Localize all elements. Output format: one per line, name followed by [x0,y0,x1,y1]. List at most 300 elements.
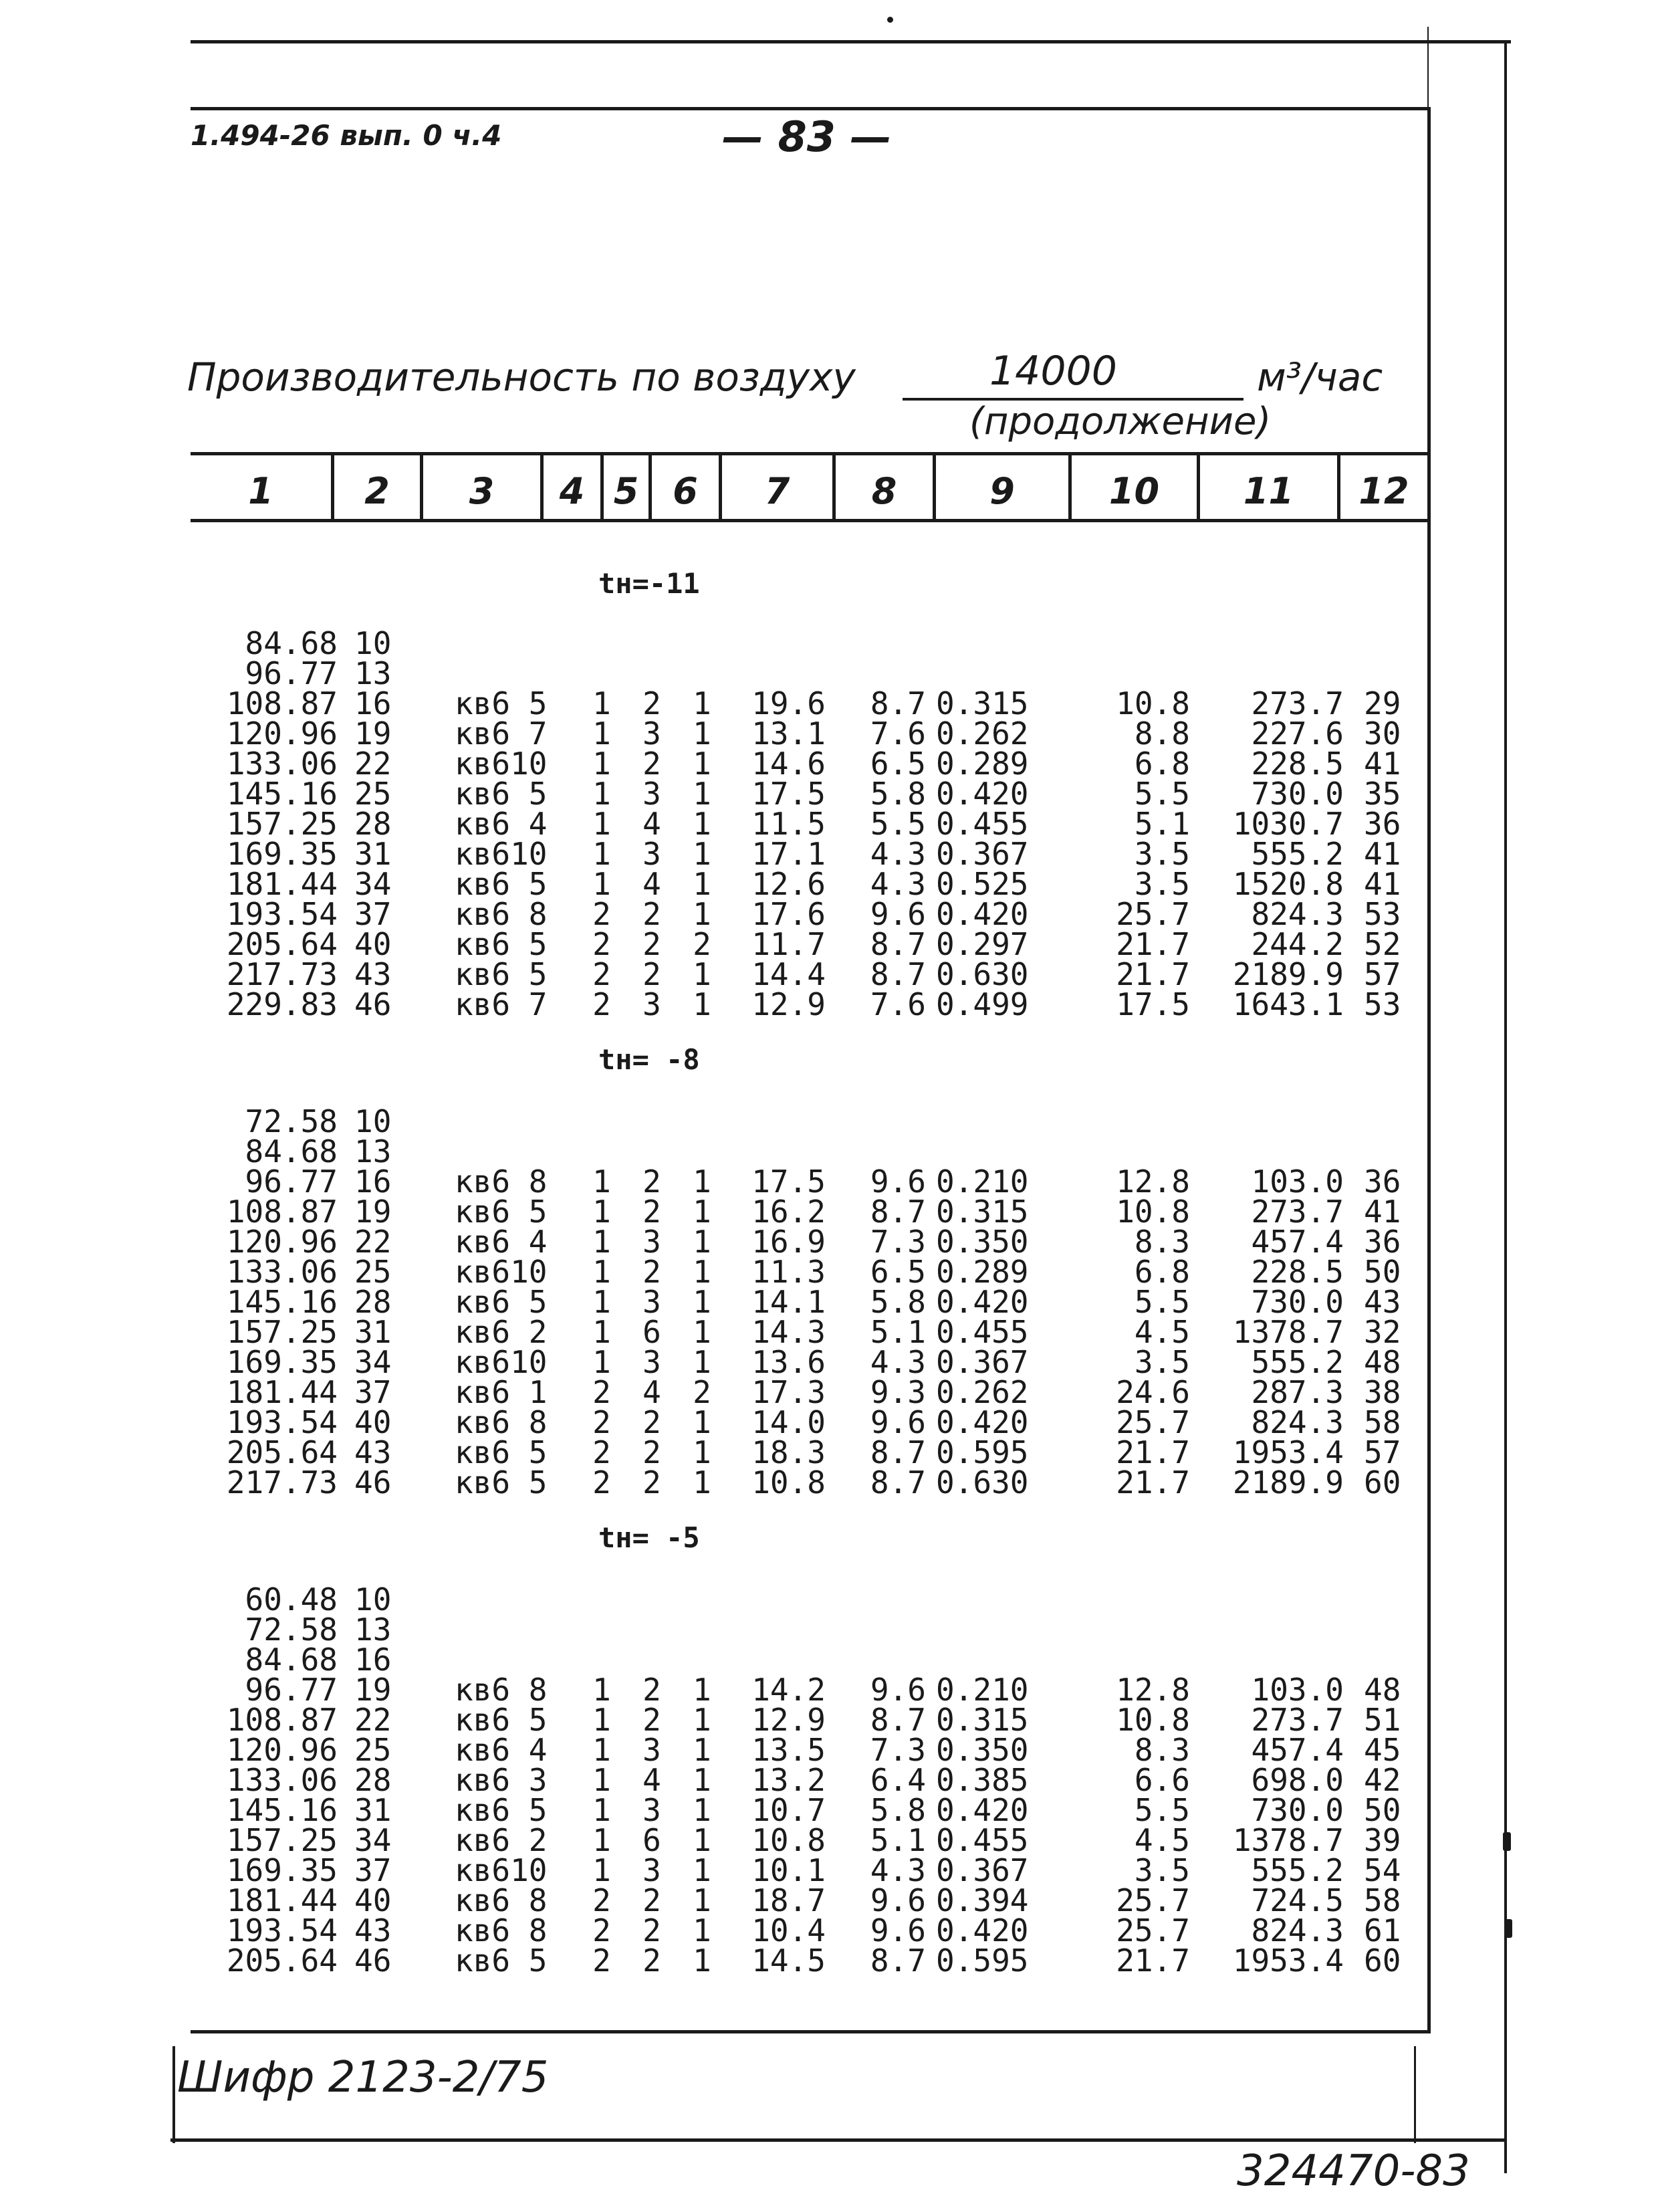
table-cell-col-1: 145.16 [226,1792,338,1828]
table-row [194,1254,1431,1290]
table-cell-col-12 [1344,629,1431,659]
table-cell-col-11: 1378.7 [1232,1822,1344,1858]
table-cell-col-9 [926,1645,1070,1675]
table-cell-col-3: кв6 5 [455,866,548,902]
table-cell-col-3 [448,629,578,659]
table-cell-col-12: 45 [1364,1732,1401,1768]
table-cell-col-5: 4 [642,866,661,902]
table-cell-col-8: 5.1 [870,1314,926,1350]
table-cell-col-10: 6.6 [1134,1762,1190,1798]
table-cell-col-12: 48 [1364,1672,1401,1708]
table-cell-col-3: кв6 4 [455,1732,548,1768]
table-cell-col-4: 1 [592,806,611,842]
table-cell-col-9: 0.289 [936,1254,1029,1290]
title-note: (продолжение) [969,400,1272,443]
table-cell-col-10: 25.7 [1116,1912,1190,1949]
table-cell-col-1: 96.77 [245,1672,338,1708]
table-cell-col-3: кв6 4 [455,806,548,842]
table-cell-col-12: 58 [1364,1882,1401,1918]
table-cell-col-5 [625,629,679,659]
table-row [194,1822,1431,1858]
table-cell-col-11: 457.4 [1251,1732,1344,1768]
table-cell-col-2: 22 [354,1224,392,1260]
table-row [194,655,1431,691]
column-header: 4 [559,469,585,512]
title-prefix: Производительность по воздуху [187,354,856,400]
table-cell-col-11: 103.0 [1251,1164,1344,1200]
table-cell-col-2: 46 [354,1464,392,1501]
table-cell-col-10: 5.1 [1134,806,1190,842]
title-value: 14000 [989,348,1117,395]
table-cell-col-7 [725,629,826,659]
table-cell-col-4: 1 [592,746,611,782]
table-cell-col-8: 6.5 [870,746,926,782]
table-cell-col-7: 16.2 [751,1194,826,1230]
table-cell-col-8: 8.7 [870,1194,926,1230]
table-cell-col-1: 84.68 [245,625,338,661]
table-cell-col-12: 38 [1364,1374,1401,1410]
table-cell-col-2: 13 [354,1612,392,1648]
table-cell-col-6: 1 [693,806,711,842]
table-cell-col-6: 1 [693,1224,711,1260]
table-cell-col-8: 8.7 [870,1434,926,1470]
table-cell-col-4 [578,1615,625,1645]
table-cell-col-3: кв6 5 [455,776,548,812]
table-cell-col-7: 14.2 [751,1672,826,1708]
table-row [194,1882,1431,1918]
table-cell-col-4: 1 [592,1792,611,1828]
speck [1504,1919,1512,1938]
table-cell-col-1: 133.06 [226,1762,338,1798]
table-cell-col-10: 21.7 [1116,1943,1190,1979]
table-cell-col-7: 11.7 [751,926,826,962]
table-cell-col-1: 193.54 [226,1404,338,1440]
table-cell-col-3 [448,1645,578,1675]
table-cell-col-3: кв6 5 [455,926,548,962]
column-header: 3 [469,469,495,512]
table-cell-col-9: 0.350 [936,1732,1029,1768]
top-rule [191,40,1511,43]
table-cell-col-7: 13.6 [751,1344,826,1380]
table-cell-col-6: 1 [693,1254,711,1290]
table-cell-col-11: 2189.9 [1232,1464,1344,1501]
margin-rule [1427,27,1429,120]
table-cell-col-12: 41 [1364,866,1401,902]
table-cell-col-2: 34 [354,866,392,902]
table-cell-col-5: 3 [642,715,661,752]
table-cell-col-9: 0.315 [936,685,1029,722]
left-rule [172,2046,175,2143]
table-cell-col-2: 22 [354,1702,392,1738]
table-cell-col-1: 217.73 [226,956,338,992]
table-cell-col-7: 12.6 [751,866,826,902]
table-cell-col-1: 157.25 [226,1822,338,1858]
table-cell-col-4: 2 [592,896,611,932]
table-cell-col-1: 60.48 [245,1581,338,1618]
table-cell-col-5: 2 [642,685,661,722]
table-cell-col-9: 0.367 [936,1852,1029,1888]
table-cell-col-4: 2 [592,956,611,992]
table-cell-col-11: 287.3 [1251,1374,1344,1410]
table-cell-col-11 [1190,1107,1344,1137]
table-cell-col-12: 60 [1364,1943,1401,1979]
table-cell-col-3 [448,1107,578,1137]
table-cell-col-7: 10.8 [751,1464,826,1501]
table-cell-col-6: 1 [693,1732,711,1768]
table-cell-col-11: 1520.8 [1232,866,1344,902]
table-cell-col-1: 157.25 [226,806,338,842]
table-cell-col-10: 3.5 [1134,866,1190,902]
frame-top [191,107,1431,110]
table-cell-col-9: 0.595 [936,1434,1029,1470]
table-cell-col-9: 0.420 [936,896,1029,932]
table-cell-col-1: 72.58 [245,1103,338,1139]
table-cell-col-10 [1070,1107,1190,1137]
table-cell-col-8: 8.7 [870,1702,926,1738]
table-cell-col-9: 0.455 [936,806,1029,842]
table-row [194,926,1431,962]
table-cell-col-9 [926,629,1070,659]
table-cell-col-6: 2 [693,1374,711,1410]
table-cell-col-7: 10.1 [751,1852,826,1888]
table-cell-col-5: 2 [642,1254,661,1290]
table-cell-col-3: кв610 [455,836,548,872]
table-cell-col-2: 13 [354,1133,392,1170]
table-cell-col-11: 2189.9 [1232,956,1344,992]
table-cell-col-8 [826,1137,926,1167]
table-cell-col-9: 0.262 [936,715,1029,752]
table-cell-col-3: кв610 [455,1254,548,1290]
table-cell-col-1: 96.77 [245,655,338,691]
table-cell-col-8: 5.8 [870,776,926,812]
table-cell-col-5: 2 [642,1882,661,1918]
table-cell-col-3: кв6 1 [455,1374,548,1410]
table-cell-col-4: 2 [592,1404,611,1440]
table-cell-col-9: 0.210 [936,1672,1029,1708]
table-cell-col-8: 5.8 [870,1792,926,1828]
table-cell-col-2: 43 [354,1912,392,1949]
table-cell-col-11: 103.0 [1251,1672,1344,1708]
table-cell-col-2: 31 [354,1314,392,1350]
table-cell-col-5: 2 [642,926,661,962]
table-cell-col-11 [1190,629,1344,659]
table-cell-col-4: 1 [592,1194,611,1230]
table-cell-col-10: 25.7 [1116,1404,1190,1440]
table-cell-col-11: 730.0 [1251,776,1344,812]
table-cell-col-8: 4.3 [870,1852,926,1888]
table-cell-col-10: 12.8 [1116,1672,1190,1708]
table-cell-col-8 [826,1585,926,1615]
table-cell-col-3: кв6 8 [455,896,548,932]
table-cell-col-3: кв6 7 [455,715,548,752]
table-cell-col-8: 8.7 [870,1464,926,1501]
table-cell-col-10: 24.6 [1116,1374,1190,1410]
table-cell-col-9 [926,1615,1070,1645]
table-cell-col-10 [1070,1645,1190,1675]
table-cell-col-7: 14.6 [751,746,826,782]
table-cell-col-11 [1190,1137,1344,1167]
table-cell-col-3: кв610 [455,746,548,782]
table-cell-col-3: кв6 5 [455,1792,548,1828]
table-cell-col-8: 7.6 [870,715,926,752]
table-cell-col-10 [1070,1615,1190,1645]
table-cell-col-9: 0.385 [936,1762,1029,1798]
table-cell-col-2: 40 [354,1882,392,1918]
table-cell-col-10: 10.8 [1116,1194,1190,1230]
table-cell-col-3: кв6 4 [455,1224,548,1260]
table-cell-col-8: 8.7 [870,956,926,992]
table-cell-col-11: 227.6 [1251,715,1344,752]
table-cell-col-11: 555.2 [1251,1852,1344,1888]
table-cell-col-4: 1 [592,1224,611,1260]
table-cell-col-11 [1190,1645,1344,1675]
table-cell-col-10: 21.7 [1116,1434,1190,1470]
table-cell-col-7: 14.3 [751,1314,826,1350]
table-row [194,1464,1431,1501]
table-row [194,1224,1431,1260]
table-cell-col-12: 41 [1364,836,1401,872]
table-cell-col-1: 205.64 [226,1434,338,1470]
column-header: 2 [364,469,390,512]
table-cell-col-1: 133.06 [226,746,338,782]
table-cell-col-1: 157.25 [226,1314,338,1350]
table-cell-col-5: 2 [642,1912,661,1949]
table-cell-col-11 [1190,1585,1344,1615]
table-cell-col-6 [679,1107,725,1137]
table-cell-col-3: кв6 5 [455,1434,548,1470]
table-cell-col-4 [578,629,625,659]
table-cell-col-2: 16 [354,685,392,722]
table-cell-col-10 [1070,659,1190,689]
table-cell-col-2: 34 [354,1822,392,1858]
table-cell-col-4 [578,659,625,689]
table-cell-col-11: 555.2 [1251,1344,1344,1380]
table-cell-col-1: 108.87 [226,1702,338,1738]
table-cell-col-9: 0.595 [936,1943,1029,1979]
table-cell-col-8: 6.4 [870,1762,926,1798]
table-cell-col-5 [625,1615,679,1645]
table-cell-col-12: 54 [1364,1852,1401,1888]
column-header: 12 [1358,469,1409,512]
table-cell-col-10: 3.5 [1134,1344,1190,1380]
table-cell-col-12: 48 [1364,1344,1401,1380]
table-cell-col-6: 1 [693,746,711,782]
table-row [194,1581,1431,1618]
column-header: 1 [248,469,273,512]
table-cell-col-1: 169.35 [226,836,338,872]
table-cell-col-12 [1344,1645,1431,1675]
table-cell-col-3: кв6 8 [455,1164,548,1200]
table-row [194,1852,1431,1888]
table-cell-col-8 [826,1615,926,1645]
table-cell-col-11: 228.5 [1251,746,1344,782]
table-cell-col-8: 9.3 [870,1374,926,1410]
table-cell-col-9: 0.289 [936,746,1029,782]
table-cell-col-12: 36 [1364,1224,1401,1260]
title-unit: м³/час [1257,354,1383,400]
table-cell-col-3 [448,659,578,689]
table-cell-col-3: кв6 8 [455,1882,548,1918]
table-cell-col-7: 16.9 [751,1224,826,1260]
table-cell-col-5: 2 [642,896,661,932]
table-cell-col-4: 1 [592,1344,611,1380]
table-cell-col-12: 30 [1364,715,1401,752]
table-cell-col-7: 17.3 [751,1374,826,1410]
table-cell-col-6 [679,1585,725,1615]
table-cell-col-7: 17.5 [751,776,826,812]
table-cell-col-5: 2 [642,1943,661,1979]
table-row [194,836,1431,872]
table-cell-col-5: 3 [642,1284,661,1320]
table-cell-col-4: 1 [592,836,611,872]
table-cell-col-3 [448,1137,578,1167]
table-cell-col-10: 25.7 [1116,1882,1190,1918]
table-cell-col-1: 217.73 [226,1464,338,1501]
table-row [194,1732,1431,1768]
table-cell-col-12: 53 [1364,986,1401,1022]
table-cell-col-5: 3 [642,776,661,812]
table-cell-col-6: 1 [693,1943,711,1979]
table-cell-col-10: 12.8 [1116,1164,1190,1200]
table-cell-col-12: 58 [1364,1404,1401,1440]
table-cell-col-11: 273.7 [1251,1702,1344,1738]
table-cell-col-5: 3 [642,1344,661,1380]
table-cell-col-8: 4.3 [870,836,926,872]
table-cell-col-4: 1 [592,685,611,722]
table-cell-col-12: 41 [1364,746,1401,782]
table-cell-col-6: 1 [693,1464,711,1501]
table-cell-col-4: 2 [592,1882,611,1918]
table-cell-col-2: 37 [354,896,392,932]
table-cell-col-5: 2 [642,1194,661,1230]
table-cell-col-12 [1344,1107,1431,1137]
table-cell-col-11: 1030.7 [1232,806,1344,842]
table-cell-col-12: 41 [1364,1194,1401,1230]
table-cell-col-7 [725,1645,826,1675]
table-cell-col-9 [926,1107,1070,1137]
table-cell-col-4: 1 [592,1762,611,1798]
table-cell-col-10: 10.8 [1116,685,1190,722]
data-table-section-2 [194,1103,1431,1501]
table-cell-col-5: 3 [642,1792,661,1828]
archive-stamp-number: 324470-83 [1237,2146,1470,2196]
table-cell-col-4: 1 [592,1672,611,1708]
speck [1503,1832,1511,1851]
table-cell-col-3: кв6 7 [455,986,548,1022]
table-cell-col-2: 10 [354,625,392,661]
table-cell-col-8: 9.6 [870,1912,926,1949]
table-cell-col-11: 824.3 [1251,896,1344,932]
table-cell-col-6: 1 [693,1164,711,1200]
cipher-code: Шифр 2123-2/75 [177,2053,549,2102]
table-cell-col-12 [1344,1615,1431,1645]
table-cell-col-12: 35 [1364,776,1401,812]
table-cell-col-9: 0.262 [936,1374,1029,1410]
table-cell-col-3: кв6 3 [455,1762,548,1798]
table-row [194,625,1431,661]
table-cell-col-3 [448,1615,578,1645]
table-cell-col-5 [625,1585,679,1615]
table-cell-col-9: 0.210 [936,1164,1029,1200]
table-cell-col-3 [448,1585,578,1615]
table-cell-col-6: 1 [693,1194,711,1230]
table-cell-col-7: 18.3 [751,1434,826,1470]
data-table-section-3 [194,1581,1431,1979]
table-cell-col-9: 0.420 [936,1404,1029,1440]
table-cell-col-2: 28 [354,1284,392,1320]
table-cell-col-3: кв6 8 [455,1404,548,1440]
table-cell-col-3: кв6 5 [455,1702,548,1738]
table-row [194,685,1431,722]
table-row [194,746,1431,782]
table-cell-col-1: 96.77 [245,1164,338,1200]
data-table-section-1 [194,625,1431,1022]
table-cell-col-6: 1 [693,956,711,992]
table-cell-col-10: 5.5 [1134,1284,1190,1320]
table-cell-col-8: 7.3 [870,1224,926,1260]
table-cell-col-5 [625,659,679,689]
table-cell-col-6: 1 [693,1822,711,1858]
section-label: tн=-11 [598,567,700,600]
table-cell-col-9: 0.420 [936,776,1029,812]
table-cell-col-1: 205.64 [226,1943,338,1979]
table-cell-col-10: 6.8 [1134,1254,1190,1290]
table-cell-col-6: 1 [693,1344,711,1380]
table-cell-col-3: кв6 5 [455,685,548,722]
section-label: tн= -5 [598,1521,700,1554]
table-cell-col-9: 0.420 [936,1792,1029,1828]
table-cell-col-4: 2 [592,986,611,1022]
table-cell-col-2: 19 [354,1672,392,1708]
table-cell-col-2: 37 [354,1852,392,1888]
table-cell-col-1: 84.68 [245,1133,338,1170]
table-row [194,1164,1431,1200]
table-cell-col-4 [578,1645,625,1675]
table-cell-col-11: 698.0 [1251,1762,1344,1798]
table-cell-col-12: 50 [1364,1254,1401,1290]
table-cell-col-1: 181.44 [226,866,338,902]
column-header: 8 [871,469,897,512]
table-cell-col-11: 555.2 [1251,836,1344,872]
table-cell-col-3: кв6 8 [455,1912,548,1949]
table-cell-col-12 [1344,659,1431,689]
table-cell-col-4: 2 [592,1434,611,1470]
table-cell-col-1: 120.96 [226,1732,338,1768]
table-cell-col-7: 13.5 [751,1732,826,1768]
table-row [194,1612,1431,1648]
table-cell-col-5: 2 [642,956,661,992]
table-cell-col-9: 0.350 [936,1224,1029,1260]
table-cell-col-6: 2 [693,926,711,962]
table-cell-col-11: 273.7 [1251,1194,1344,1230]
table-cell-col-2: 46 [354,1943,392,1979]
table-cell-col-3: кв610 [455,1852,548,1888]
table-cell-col-11 [1190,659,1344,689]
table-cell-col-8: 5.8 [870,1284,926,1320]
table-cell-col-10: 4.5 [1134,1314,1190,1350]
table-cell-col-2: 31 [354,836,392,872]
table-cell-col-1: 205.64 [226,926,338,962]
table-cell-col-7: 14.4 [751,956,826,992]
table-cell-col-3: кв6 5 [455,1284,548,1320]
table-cell-col-11: 228.5 [1251,1254,1344,1290]
table-cell-col-9 [926,659,1070,689]
table-cell-col-1: 169.35 [226,1344,338,1380]
table-cell-col-6: 1 [693,1882,711,1918]
table-cell-col-8: 6.5 [870,1254,926,1290]
table-cell-col-5: 2 [642,746,661,782]
table-cell-col-11: 457.4 [1251,1224,1344,1260]
